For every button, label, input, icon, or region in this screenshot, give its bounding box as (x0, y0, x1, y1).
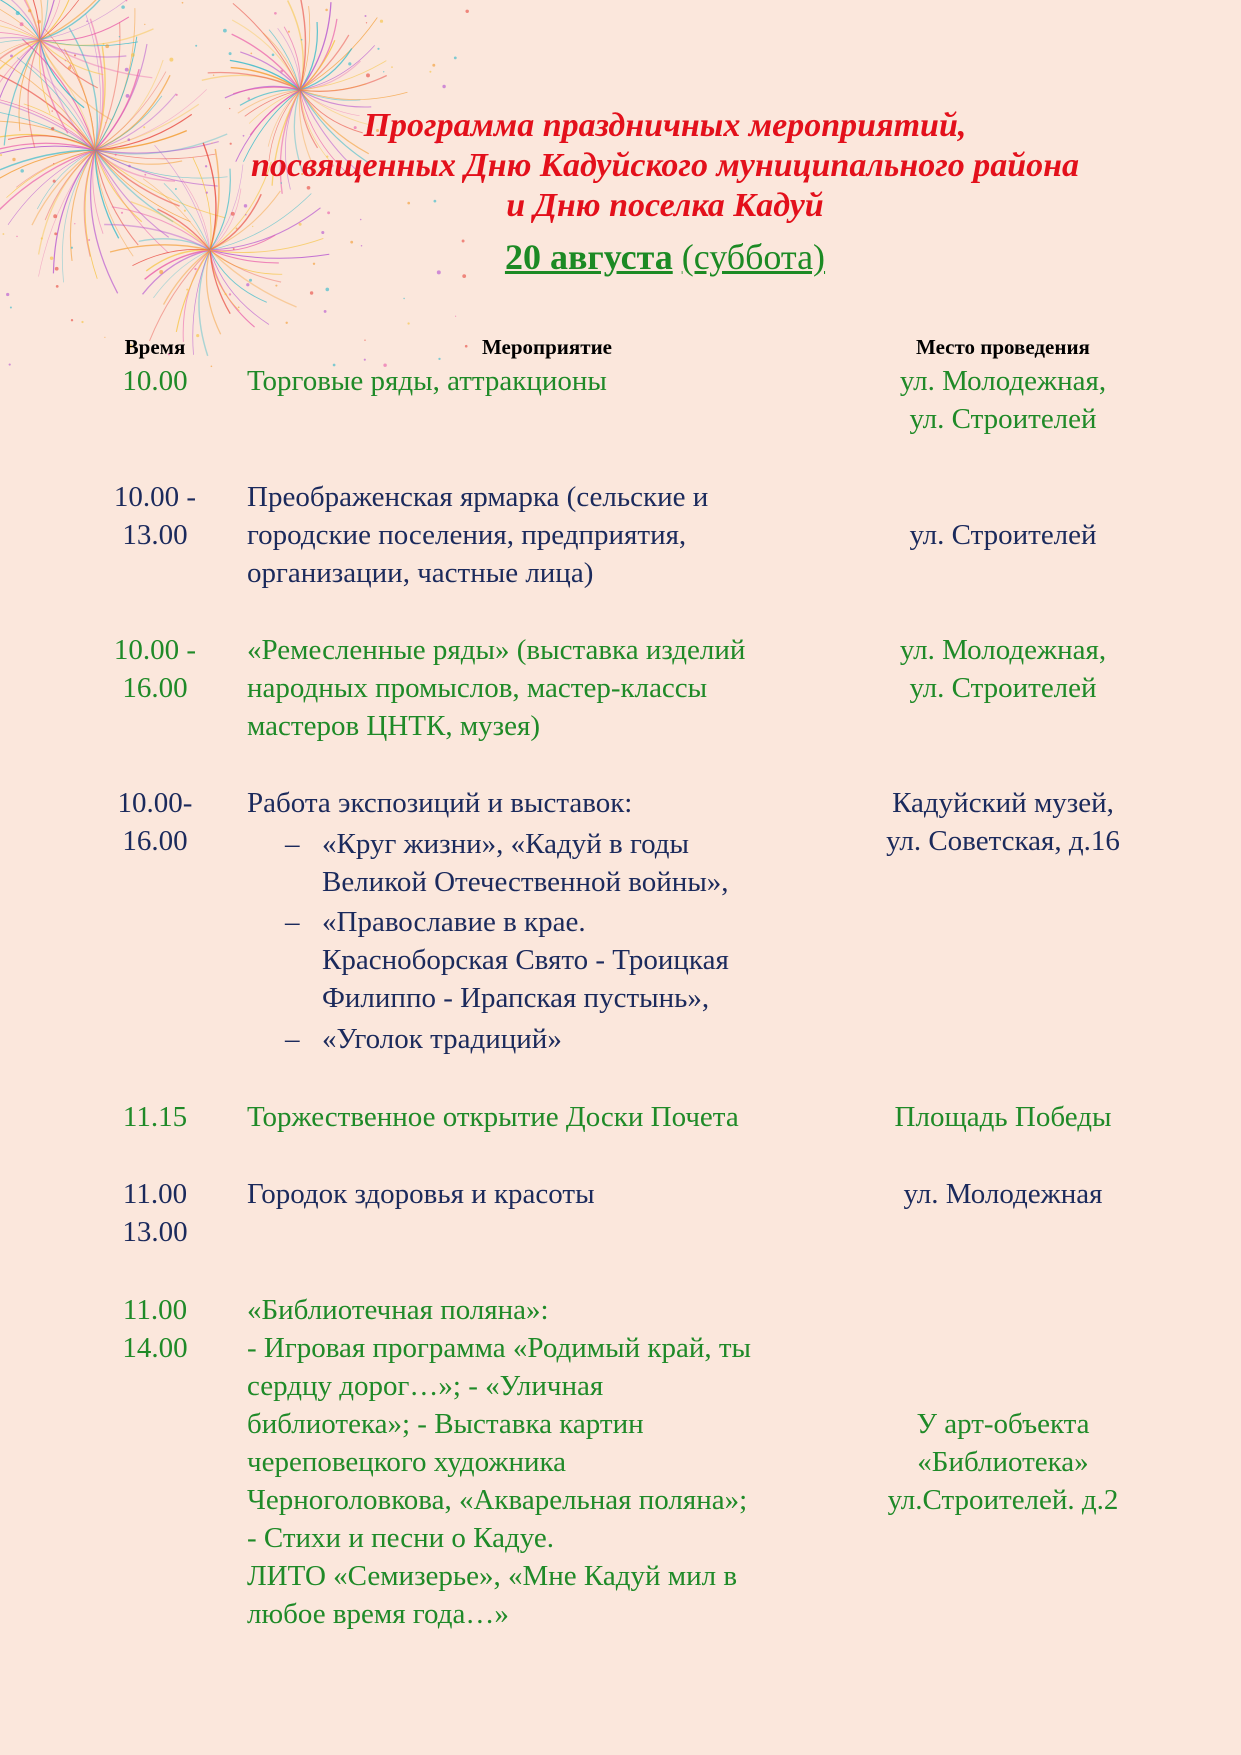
event-line: Преображенская ярмарка (сельские и (247, 481, 709, 513)
row-event (247, 1098, 847, 1136)
bullet-line: Красноборская Свято - Троицкая (322, 944, 729, 976)
bullet-line: – «Уголок традиций» (322, 1023, 562, 1055)
time-line: 11.00 (122, 1294, 188, 1326)
row-time (100, 362, 210, 400)
time-line: 11.00 (122, 1178, 188, 1210)
place-line: Площадь Победы (894, 1101, 1112, 1133)
event-line: Городок здоровья и красоты (247, 1178, 595, 1210)
row-time (100, 478, 210, 554)
time-line: 13.00 (122, 519, 188, 551)
header-time: Время (124, 335, 186, 359)
exhibit-bullet (247, 825, 847, 901)
title-line-1: Программа праздничных мероприятий, (363, 107, 967, 144)
bullet-line: Филиппо - Ирапская пустынь», (322, 982, 710, 1014)
event-line: - Игровая программа «Родимый край, ты (247, 1332, 752, 1364)
row-place (858, 784, 1148, 860)
row-place (858, 1098, 1148, 1136)
event-line: любое время года…» (247, 1598, 509, 1630)
place-line: ул. Молодежная (903, 1178, 1103, 1210)
place-line: У арт-объекта (916, 1408, 1090, 1440)
time-line: 13.00 (122, 1216, 188, 1248)
bullet-line: – «Православие в крае. (322, 906, 586, 938)
place-line: ул. Молодежная, (899, 365, 1107, 397)
event-line: городские поселения, предприятия, (247, 519, 687, 551)
event-line: «Библиотечная поляна»: (247, 1294, 549, 1326)
place-line: «Библиотека» (917, 1446, 1089, 1478)
row-time (100, 631, 210, 707)
row-event (247, 362, 847, 400)
header-place: Место проведения (916, 335, 1090, 359)
weekday-text: (суббота) (681, 237, 826, 277)
row-event (247, 631, 847, 745)
time-line: 10.00- (117, 787, 193, 819)
row-place (858, 516, 1148, 554)
row-place (858, 362, 1148, 438)
event-line: библиотека»; - Выставка картин (247, 1408, 644, 1440)
event-line: организации, частные лица) (247, 557, 594, 589)
row-event (247, 1291, 847, 1633)
row-place (858, 1175, 1148, 1213)
title-line-3: и Дню поселка Кадуй (506, 187, 824, 224)
row-event (247, 478, 847, 592)
event-line: народных промыслов, мастер-классы (247, 672, 708, 704)
event-line: мастеров ЦНТК, музея) (247, 710, 541, 742)
place-line: Кадуйский музей, (892, 787, 1114, 819)
time-line: 10.00 - (113, 481, 197, 513)
row-event (247, 1175, 847, 1213)
event-intro: Работа экспозиций и выставок: (247, 787, 633, 819)
row-time (100, 1175, 210, 1251)
row-event (247, 784, 847, 1058)
event-line: Торжественное открытие Доски Почета (247, 1101, 739, 1133)
exhibit-bullet (247, 1020, 847, 1058)
event-line: череповецкого художника (247, 1446, 566, 1478)
place-line: ул. Молодежная, (899, 634, 1107, 666)
time-line: 10.00 - (113, 634, 197, 666)
event-line: ЛИТО «Семизерье», «Мне Кадуй мил в (247, 1560, 738, 1592)
place-line: ул.Строителей. д.2 (887, 1484, 1119, 1516)
time-line: 16.00 (122, 825, 188, 857)
bullet-line: – «Круг жизни», «Кадуй в годы (322, 828, 690, 860)
event-line: сердцу дорог…»; - «Уличная (247, 1370, 604, 1402)
exhibit-bullet (247, 903, 847, 1017)
time-line: 16.00 (122, 672, 188, 704)
place-line: ул. Строителей (909, 519, 1097, 551)
title-line-2: посвященных Дню Кадуйского муниципального района (250, 147, 1080, 184)
row-place (858, 631, 1148, 707)
row-time (100, 784, 210, 860)
row-time (100, 1291, 210, 1367)
bullet-line: Великой Отечественной войны», (322, 866, 729, 898)
place-line: ул. Строителей (909, 672, 1097, 704)
place-line: ул. Строителей (909, 403, 1097, 435)
event-line: - Стихи и песни о Кадуе. (247, 1522, 554, 1554)
date-text: 20 августа (504, 237, 673, 277)
event-line: «Ремесленные ряды» (выставка изделий (247, 634, 746, 666)
time-line: 14.00 (122, 1332, 188, 1364)
row-place (858, 1405, 1148, 1519)
place-line: ул. Советская, д.16 (886, 825, 1120, 857)
header-event: Мероприятие (481, 335, 613, 359)
row-time (100, 1098, 210, 1136)
time-line: 11.15 (122, 1101, 188, 1133)
event-line: Торговые ряды, аттракционы (247, 365, 607, 397)
event-date (0, 235, 1241, 279)
event-line: Черноголовкова, «Акварельная поляна»; (247, 1484, 748, 1516)
time-line: 10.00 (122, 365, 188, 397)
